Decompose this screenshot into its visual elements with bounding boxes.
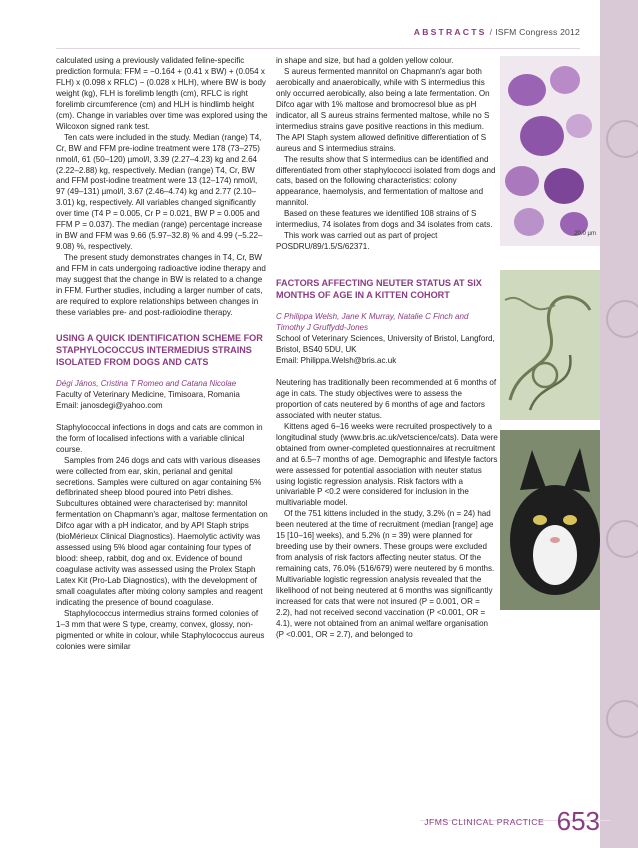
decorative-swirl <box>606 520 638 558</box>
abstract-email: Email: janosdegi@yahoo.com <box>56 400 163 410</box>
header-separator: / <box>489 27 493 37</box>
running-header <box>414 27 580 37</box>
decorative-swirl <box>606 700 638 738</box>
scale-bar-label: 20.0 µm <box>574 231 596 237</box>
paragraph: Ten cats were included in the study. Median (range) T4, Cr, BW and FFM pre-iodine treatment were 178 (73–275) nmol/l, 61 (50–120) µmol/l, 3.39 (2.27–4.23) kg and 2.64 (2.22–2.88) kg, respectively. Median (range) T4, Cr, BW and FFM post-iodine treatment were 13 (12–174) nmol/l, 97 (49–131) µmol/l, 3.67 (2.46–4.74) kg and 2.77 (2.10–3.01) kg, respectively. All variables changed significantly over time (T4 P = 0.005, Cr P = 0.021, BW P = 0.005 and FFM P = 0.037). The median (range) percentage increase in BW and FFM was 9.66 (5.97–32.8) % and 4.99 (−5.22–9.08) %, respectively. <box>56 132 263 252</box>
larvae-drawing <box>500 270 600 420</box>
paragraph: in shape and size, but had a golden yellow colour. <box>276 56 454 65</box>
header-congress: ISFM Congress 2012 <box>495 27 580 37</box>
paragraph: calculated using a previously validated feline-specific prediction formula: FFM = −0.164 + (0.41 x BW) + (0.054 x FLH) x (0.098 x RFLC) − (0.028 x HLH), where BW is body weight (kg), FLH is forelimb length (cm), RFLC is right forelimb circumference (cm) and HLH is hindlimb height (cm). Change in variables over time was explored using the Wilcoxon signed rank test. <box>56 56 268 131</box>
paragraph: S aureus fermented mannitol on Chapmann's agar both aerobically and anaerobically, while with S intermedius this only occurred aerobically, also being a late fermentation. On Difco agar with 1% maltose and bromocresol blue as pH indicator, all S aureus strains fermented maltose, while no S intermedius strains gave positive reactions in this medium. The API Staph system allowed definitive differentiation of S aureus and S intermedius strains. <box>276 66 490 153</box>
cell-shape <box>508 74 546 106</box>
larvae-micrograph-image <box>500 270 600 420</box>
abstract-authors: C Philippa Welsh, Jane K Murray, Natalie C Finch and Timothy J Gruffydd-Jones <box>276 312 469 333</box>
paragraph: Kittens aged 6–16 weeks were recruited prospectively to a longitudinal study (www.bris.ac.uk/vetscience/cats). Data were obtained from owner-completed questionnaires at recruitment and at 6.5–7 months of age. Demographic and lifestyle factors were assessed for potential association with neuter status using logistic regression analysis. Risk factors with a univariable P <0.2 were considered for inclusion in the multivariable model. <box>276 421 498 508</box>
cell-shape <box>505 166 539 196</box>
left-column <box>56 56 268 653</box>
paragraph: The results show that S intermedius can be identified and differentiated from other staphylococci isolated from dogs and cats, based on the following characteristics: colony appearance, haemolysis, and fermentation of maltose and mannitol. <box>276 154 496 208</box>
right-column <box>276 56 498 641</box>
abstract-email: Email: Philippa.Welsh@bris.ac.uk <box>276 355 397 365</box>
footer-journal: JFMS CLINICAL PRACTICE <box>424 817 545 827</box>
paragraph: Of the 751 kittens included in the study, 3.2% (n = 24) had been neutered at the time of recruitment (median [range] age 15 [10–16] weeks), and 5.2% (n = 39) were planned for breeding use by their owners. These groups were excluded from analysis of risk factors affecting neuter status. Of the remaining cats, 76.0% (516/679) were neutered by 6 months. Multivariable logistic regression analysis revealed that the likelihood of not being neutered at 6 months was significantly increased for cats that were not insured (P = 0.001, OR = 2.2), had not received second vaccination (P <0.001, OR = 4.1), were not obtained from an animal welfare organisation (P <0.001, OR = 2.7), and belonged to <box>276 509 495 639</box>
cell-shape <box>566 114 592 138</box>
kitten-photo <box>500 430 600 610</box>
paragraph: This work was carried out as part of project POSDRU/89/1.5/S/62371. <box>276 231 438 252</box>
cell-shape <box>550 66 580 94</box>
paragraph: Samples from 246 dogs and cats with various diseases were collected from ear, skin, perianal and genital secretions. Samples were cultured on agar containing 5% defibrinated sheep blood poured into Petri dishes. Subcultures obtained were characterised by: mannitol fermentation on Chapmann's agar, maltose fermentation on Difco agar with a pH indicator, and by API Staph strips (bioMérieux Clinical Diagnostics). Haemolytic activity was assessed using 5% blood agar containing four types of blood: sheep, rabbit, dog and ox. Evidence of bound coagulase activity was assessed using the Prolex Staph Latex Kit (Pro-Lab Diagnostics), with the development of small coagulates after mixing colony samples and reagent indicating the presence of bound coagulase. <box>56 455 268 607</box>
cytology-micrograph-image <box>500 56 600 246</box>
header-section: ABSTRACTS <box>413 27 487 37</box>
paragraph: The present study demonstrates changes in T4, Cr, BW and FFM in cats undergoing radioactive iodine therapy and may suggest that the change in BW is related to a change in FFM. Further studies, including a larger number of cats, are required to explore relationships between changes in these variables pre- and post-radioiodine therapy. <box>56 253 266 317</box>
abstract-title: FACTORS AFFECTING NEUTER STATUS AT SIX MONTHS OF AGE IN A KITTEN COHORT <box>276 278 482 301</box>
cell-shape <box>544 168 584 204</box>
decorative-swirl <box>606 120 638 158</box>
decorative-swirl <box>606 300 638 338</box>
page-number: 653 <box>556 806 600 836</box>
abstract-title: USING A QUICK IDENTIFICATION SCHEME FOR STAPHYLOCOCCUS INTERMEDIUS STRAINS ISOLATED FROM DOGS AND CATS <box>56 332 263 367</box>
cell-shape <box>520 116 564 156</box>
page-footer <box>424 806 600 837</box>
paragraph: Staphylococcal infections in dogs and cats are common in the form of localised infections with a variable clinical course. <box>56 422 263 454</box>
page-side-band <box>600 0 638 848</box>
paragraph: Based on these features we identified 108 strains of S intermedius, 74 isolates from dogs and 34 isolates from cats. <box>276 209 493 230</box>
header-rule <box>56 48 580 49</box>
cell-shape <box>514 208 544 236</box>
abstract-affiliation: Faculty of Veterinary Medicine, Timisoara, Romania <box>56 389 240 399</box>
abstract-affiliation: School of Veterinary Sciences, University of Bristol, Langford, Bristol, BS40 5DU, UK <box>276 334 495 355</box>
paragraph: Neutering has traditionally been recommended at 6 months of age in cats. The study objectives were to assess the proportion of cats neutered by 6 months of age and factors associated with neuter status. <box>276 377 497 420</box>
paragraph: Staphylococcus intermedius strains formed colonies of 1–3 mm that were S type, creamy, convex, glossy, non-pigmented or white in colour, while Staphylococcus aureus colonies were similar <box>56 608 265 651</box>
abstract-authors: Dégi János, Cristina T Romeo and Catana Nicolae <box>56 378 237 388</box>
kitten-drawing <box>500 430 600 610</box>
